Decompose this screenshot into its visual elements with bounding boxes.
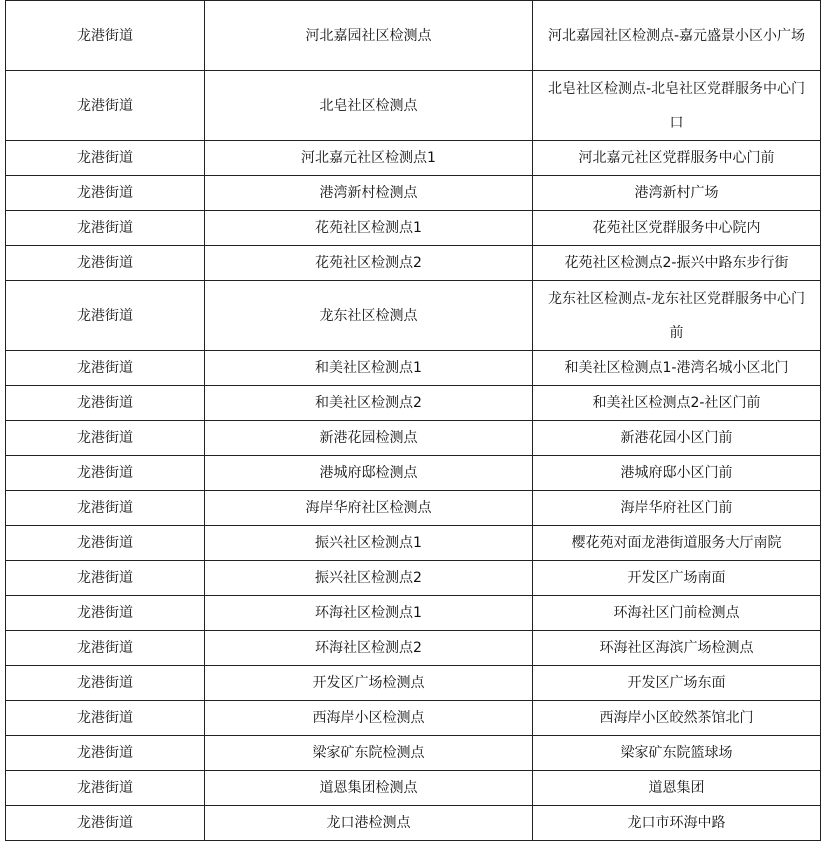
- table-row: [6, 71, 821, 141]
- location-cell: 新港花园小区门前: [533, 421, 821, 456]
- street-cell: 龙港街道: [6, 281, 205, 351]
- site-name-cell: 振兴社区检测点2: [205, 561, 533, 596]
- site-name-cell: 梁家矿东院检测点: [205, 736, 533, 771]
- street-cell: 龙港街道: [6, 771, 205, 806]
- street-cell: 龙港街道: [6, 561, 205, 596]
- table-row: [6, 491, 821, 526]
- street-cell: 龙港街道: [6, 631, 205, 666]
- location-cell: 龙东社区检测点-龙东社区党群服务中心门前: [533, 281, 821, 351]
- location-cell: 海岸华府社区门前: [533, 491, 821, 526]
- location-cell: 河北嘉园社区检测点-嘉元盛景小区小广场: [533, 1, 821, 71]
- table-row: [6, 666, 821, 701]
- street-cell: 龙港街道: [6, 421, 205, 456]
- table-row: [6, 211, 821, 246]
- site-name-cell: 北皂社区检测点: [205, 71, 533, 141]
- location-cell: 花苑社区检测点2-振兴中路东步行街: [533, 246, 821, 281]
- table-body: [6, 0, 821, 841]
- table-row: [6, 351, 821, 386]
- location-cell: 花苑社区党群服务中心院内: [533, 211, 821, 246]
- street-cell: 龙港街道: [6, 246, 205, 281]
- site-name-cell: 和美社区检测点2: [205, 386, 533, 421]
- site-name-cell: 港城府邸检测点: [205, 456, 533, 491]
- street-cell: 龙港街道: [6, 176, 205, 211]
- location-cell: 和美社区检测点2-社区门前: [533, 386, 821, 421]
- street-cell: 龙港街道: [6, 491, 205, 526]
- site-name-cell: 振兴社区检测点1: [205, 526, 533, 561]
- table-row: [6, 526, 821, 561]
- street-cell: 龙港街道: [6, 596, 205, 631]
- location-cell: 开发区广场南面: [533, 561, 821, 596]
- site-name-cell: 河北嘉元社区检测点1: [205, 141, 533, 176]
- street-cell: 龙港街道: [6, 456, 205, 491]
- site-name-cell: 环海社区检测点1: [205, 596, 533, 631]
- table-row: [6, 281, 821, 351]
- site-name-cell: 道恩集团检测点: [205, 771, 533, 806]
- street-cell: 龙港街道: [6, 351, 205, 386]
- street-cell: 龙港街道: [6, 806, 205, 841]
- site-name-cell: 环海社区检测点2: [205, 631, 533, 666]
- location-cell: 和美社区检测点1-港湾名城小区北门: [533, 351, 821, 386]
- site-name-cell: 花苑社区检测点2: [205, 246, 533, 281]
- location-cell: 河北嘉元社区党群服务中心门前: [533, 141, 821, 176]
- location-cell: 龙口市环海中路: [533, 806, 821, 841]
- site-name-cell: 龙口港检测点: [205, 806, 533, 841]
- table-row: [6, 141, 821, 176]
- table-row: [6, 386, 821, 421]
- table-row: [6, 246, 821, 281]
- site-name-cell: 港湾新村检测点: [205, 176, 533, 211]
- table-row: [6, 736, 821, 771]
- table-row: [6, 806, 821, 841]
- street-cell: 龙港街道: [6, 666, 205, 701]
- location-cell: 北皂社区检测点-北皂社区党群服务中心门口: [533, 71, 821, 141]
- site-name-cell: 龙东社区检测点: [205, 281, 533, 351]
- site-name-cell: 花苑社区检测点1: [205, 211, 533, 246]
- table-row: [6, 701, 821, 736]
- table-row: [6, 1, 821, 71]
- site-name-cell: 开发区广场检测点: [205, 666, 533, 701]
- location-cell: 港城府邸小区门前: [533, 456, 821, 491]
- site-name-cell: 西海岸小区检测点: [205, 701, 533, 736]
- site-name-cell: 河北嘉园社区检测点: [205, 1, 533, 71]
- table-row: [6, 421, 821, 456]
- street-cell: 龙港街道: [6, 386, 205, 421]
- location-cell: 梁家矿东院篮球场: [533, 736, 821, 771]
- street-cell: 龙港街道: [6, 701, 205, 736]
- location-cell: 西海岸小区皎然茶馆北门: [533, 701, 821, 736]
- location-cell: 环海社区海滨广场检测点: [533, 631, 821, 666]
- table-row: [6, 561, 821, 596]
- site-name-cell: 新港花园检测点: [205, 421, 533, 456]
- site-name-cell: 和美社区检测点1: [205, 351, 533, 386]
- table-row: [6, 596, 821, 631]
- location-cell: 樱花苑对面龙港街道服务大厅南院: [533, 526, 821, 561]
- street-cell: 龙港街道: [6, 1, 205, 71]
- street-cell: 龙港街道: [6, 211, 205, 246]
- location-cell: 道恩集团: [533, 771, 821, 806]
- table-row: [6, 631, 821, 666]
- street-cell: 龙港街道: [6, 71, 205, 141]
- street-cell: 龙港街道: [6, 526, 205, 561]
- location-cell: 港湾新村广场: [533, 176, 821, 211]
- site-name-cell: 海岸华府社区检测点: [205, 491, 533, 526]
- table-row: [6, 771, 821, 806]
- street-cell: 龙港街道: [6, 141, 205, 176]
- testing-sites-table: [5, 0, 821, 841]
- location-cell: 开发区广场东面: [533, 666, 821, 701]
- street-cell: 龙港街道: [6, 736, 205, 771]
- table-row: [6, 456, 821, 491]
- table-row: [6, 176, 821, 211]
- location-cell: 环海社区门前检测点: [533, 596, 821, 631]
